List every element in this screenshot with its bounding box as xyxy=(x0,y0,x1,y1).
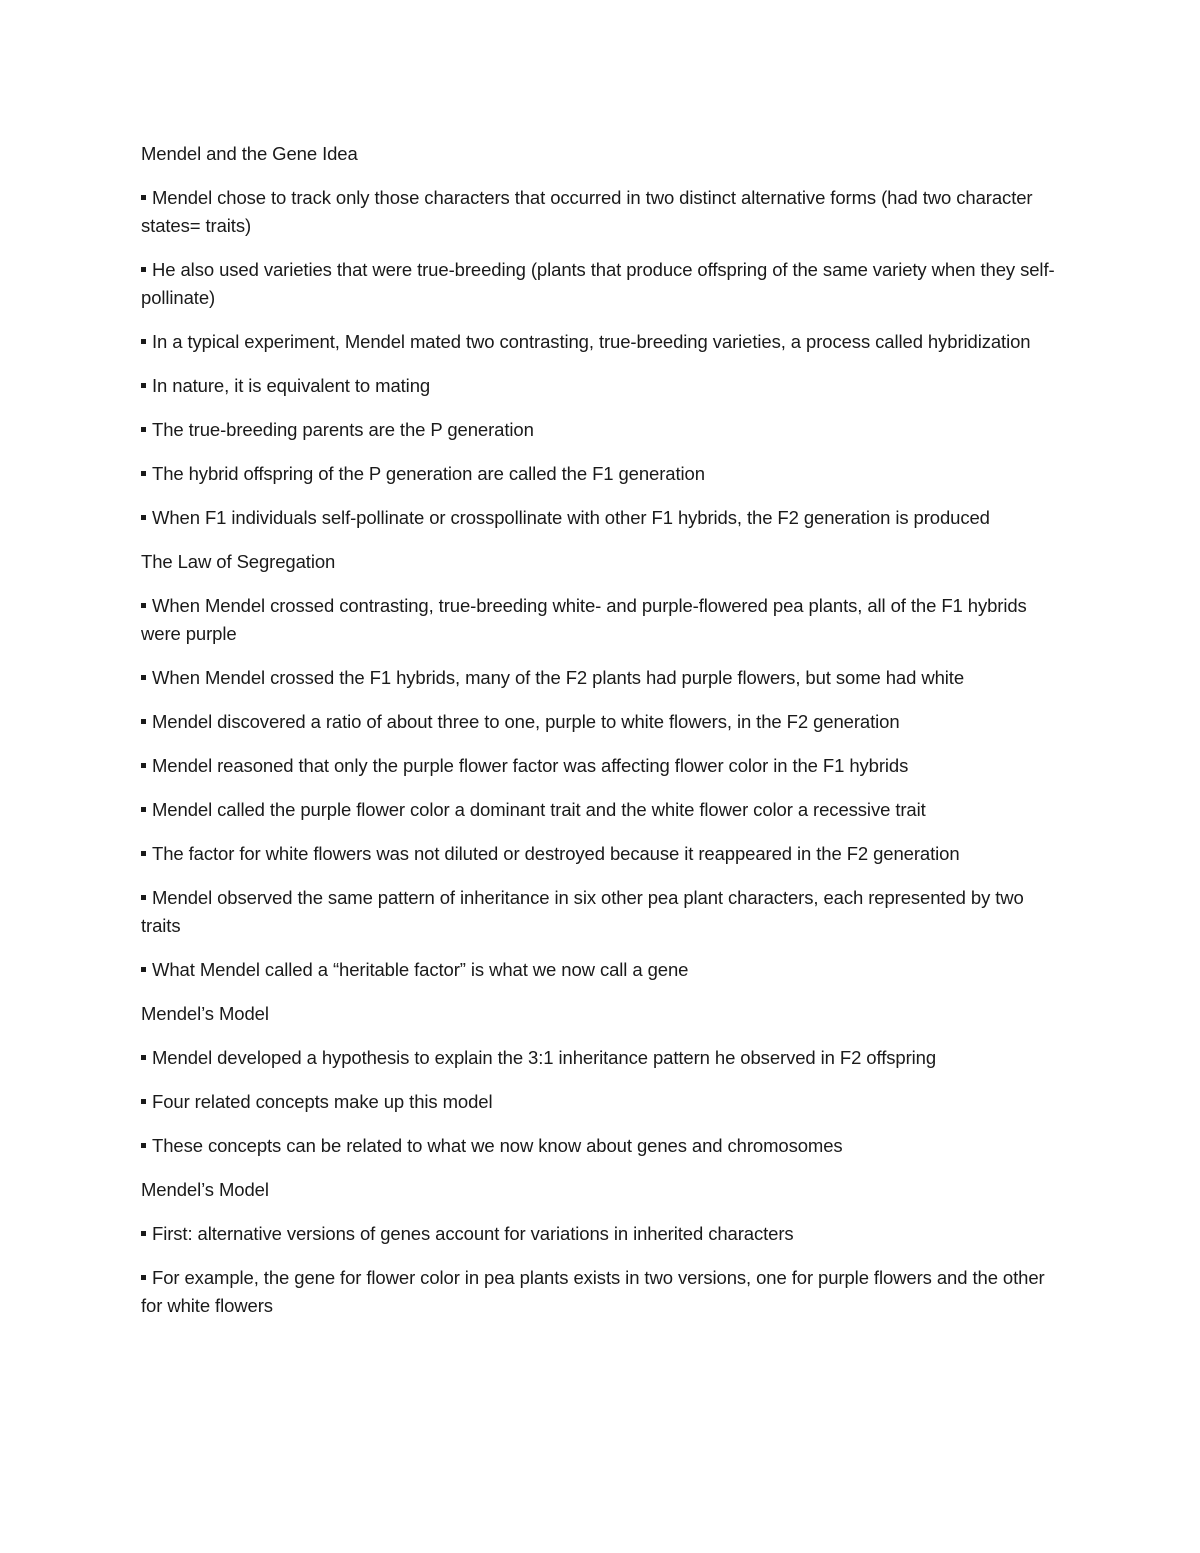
bullet-item: When Mendel crossed the F1 hybrids, many of the F2 plants had purple flowers, but some had white xyxy=(141,664,1061,692)
square-bullet-icon xyxy=(141,471,146,476)
bullet-item: What Mendel called a “heritable factor” is what we now call a gene xyxy=(141,956,1061,984)
bullet-item: For example, the gene for flower color in pea plants exists in two versions, one for purple flowers and the other for white flowers xyxy=(141,1267,1045,1316)
square-bullet-icon xyxy=(141,895,146,900)
square-bullet-icon xyxy=(141,339,146,344)
bullet-item: Mendel reasoned that only the purple flower factor was affecting flower color in the F1 hybrids xyxy=(141,752,1061,780)
bullet-item: Four related concepts make up this model xyxy=(141,1088,1061,1116)
square-bullet-icon xyxy=(141,267,146,272)
bullet-item: These concepts can be related to what we now know about genes and chromosomes xyxy=(141,1132,1061,1160)
bullet-item: Mendel discovered a ratio of about three to one, purple to white flowers, in the F2 generation xyxy=(141,708,1061,736)
square-bullet-icon xyxy=(141,1231,146,1236)
section-heading: Mendel and the Gene Idea xyxy=(141,143,358,164)
square-bullet-icon xyxy=(141,675,146,680)
section-heading: Mendel’s Model xyxy=(141,1179,269,1200)
bullet-item: The hybrid offspring of the P generation are called the F1 generation xyxy=(141,460,1061,488)
bullet-item: First: alternative versions of genes account for variations in inherited characters xyxy=(141,1220,1061,1248)
square-bullet-icon xyxy=(141,383,146,388)
bullet-item: Mendel chose to track only those characters that occurred in two distinct alternative forms (had two character states= traits) xyxy=(141,187,1033,236)
square-bullet-icon xyxy=(141,1143,146,1148)
square-bullet-icon xyxy=(141,195,146,200)
bullet-item: In nature, it is equivalent to mating xyxy=(141,372,1061,400)
bullet-item: Mendel developed a hypothesis to explain the 3:1 inheritance pattern he observed in F2 offspring xyxy=(141,1044,1061,1072)
square-bullet-icon xyxy=(141,1099,146,1104)
square-bullet-icon xyxy=(141,719,146,724)
bullet-item: Mendel observed the same pattern of inheritance in six other pea plant characters, each represented by two traits xyxy=(141,887,1024,936)
square-bullet-icon xyxy=(141,763,146,768)
square-bullet-icon xyxy=(141,1055,146,1060)
bullet-item: He also used varieties that were true-breeding (plants that produce offspring of the same variety when they self-pollinate) xyxy=(141,259,1055,308)
square-bullet-icon xyxy=(141,603,146,608)
square-bullet-icon xyxy=(141,851,146,856)
bullet-item: Mendel called the purple flower color a dominant trait and the white flower color a recessive trait xyxy=(141,796,1061,824)
square-bullet-icon xyxy=(141,807,146,812)
document-page xyxy=(141,140,1061,1336)
square-bullet-icon xyxy=(141,427,146,432)
square-bullet-icon xyxy=(141,515,146,520)
square-bullet-icon xyxy=(141,1275,146,1280)
bullet-item: The factor for white flowers was not diluted or destroyed because it reappeared in the F2 generation xyxy=(141,840,1061,868)
square-bullet-icon xyxy=(141,967,146,972)
bullet-item: When F1 individuals self-pollinate or crosspollinate with other F1 hybrids, the F2 generation is produced xyxy=(141,504,1061,532)
bullet-item: In a typical experiment, Mendel mated two contrasting, true-breeding varieties, a process called hybridization xyxy=(141,328,1061,356)
bullet-item: When Mendel crossed contrasting, true-breeding white- and purple-flowered pea plants, all of the F1 hybrids were purple xyxy=(141,595,1027,644)
bullet-item: The true-breeding parents are the P generation xyxy=(141,416,1061,444)
section-heading: Mendel’s Model xyxy=(141,1003,269,1024)
section-heading: The Law of Segregation xyxy=(141,551,336,572)
